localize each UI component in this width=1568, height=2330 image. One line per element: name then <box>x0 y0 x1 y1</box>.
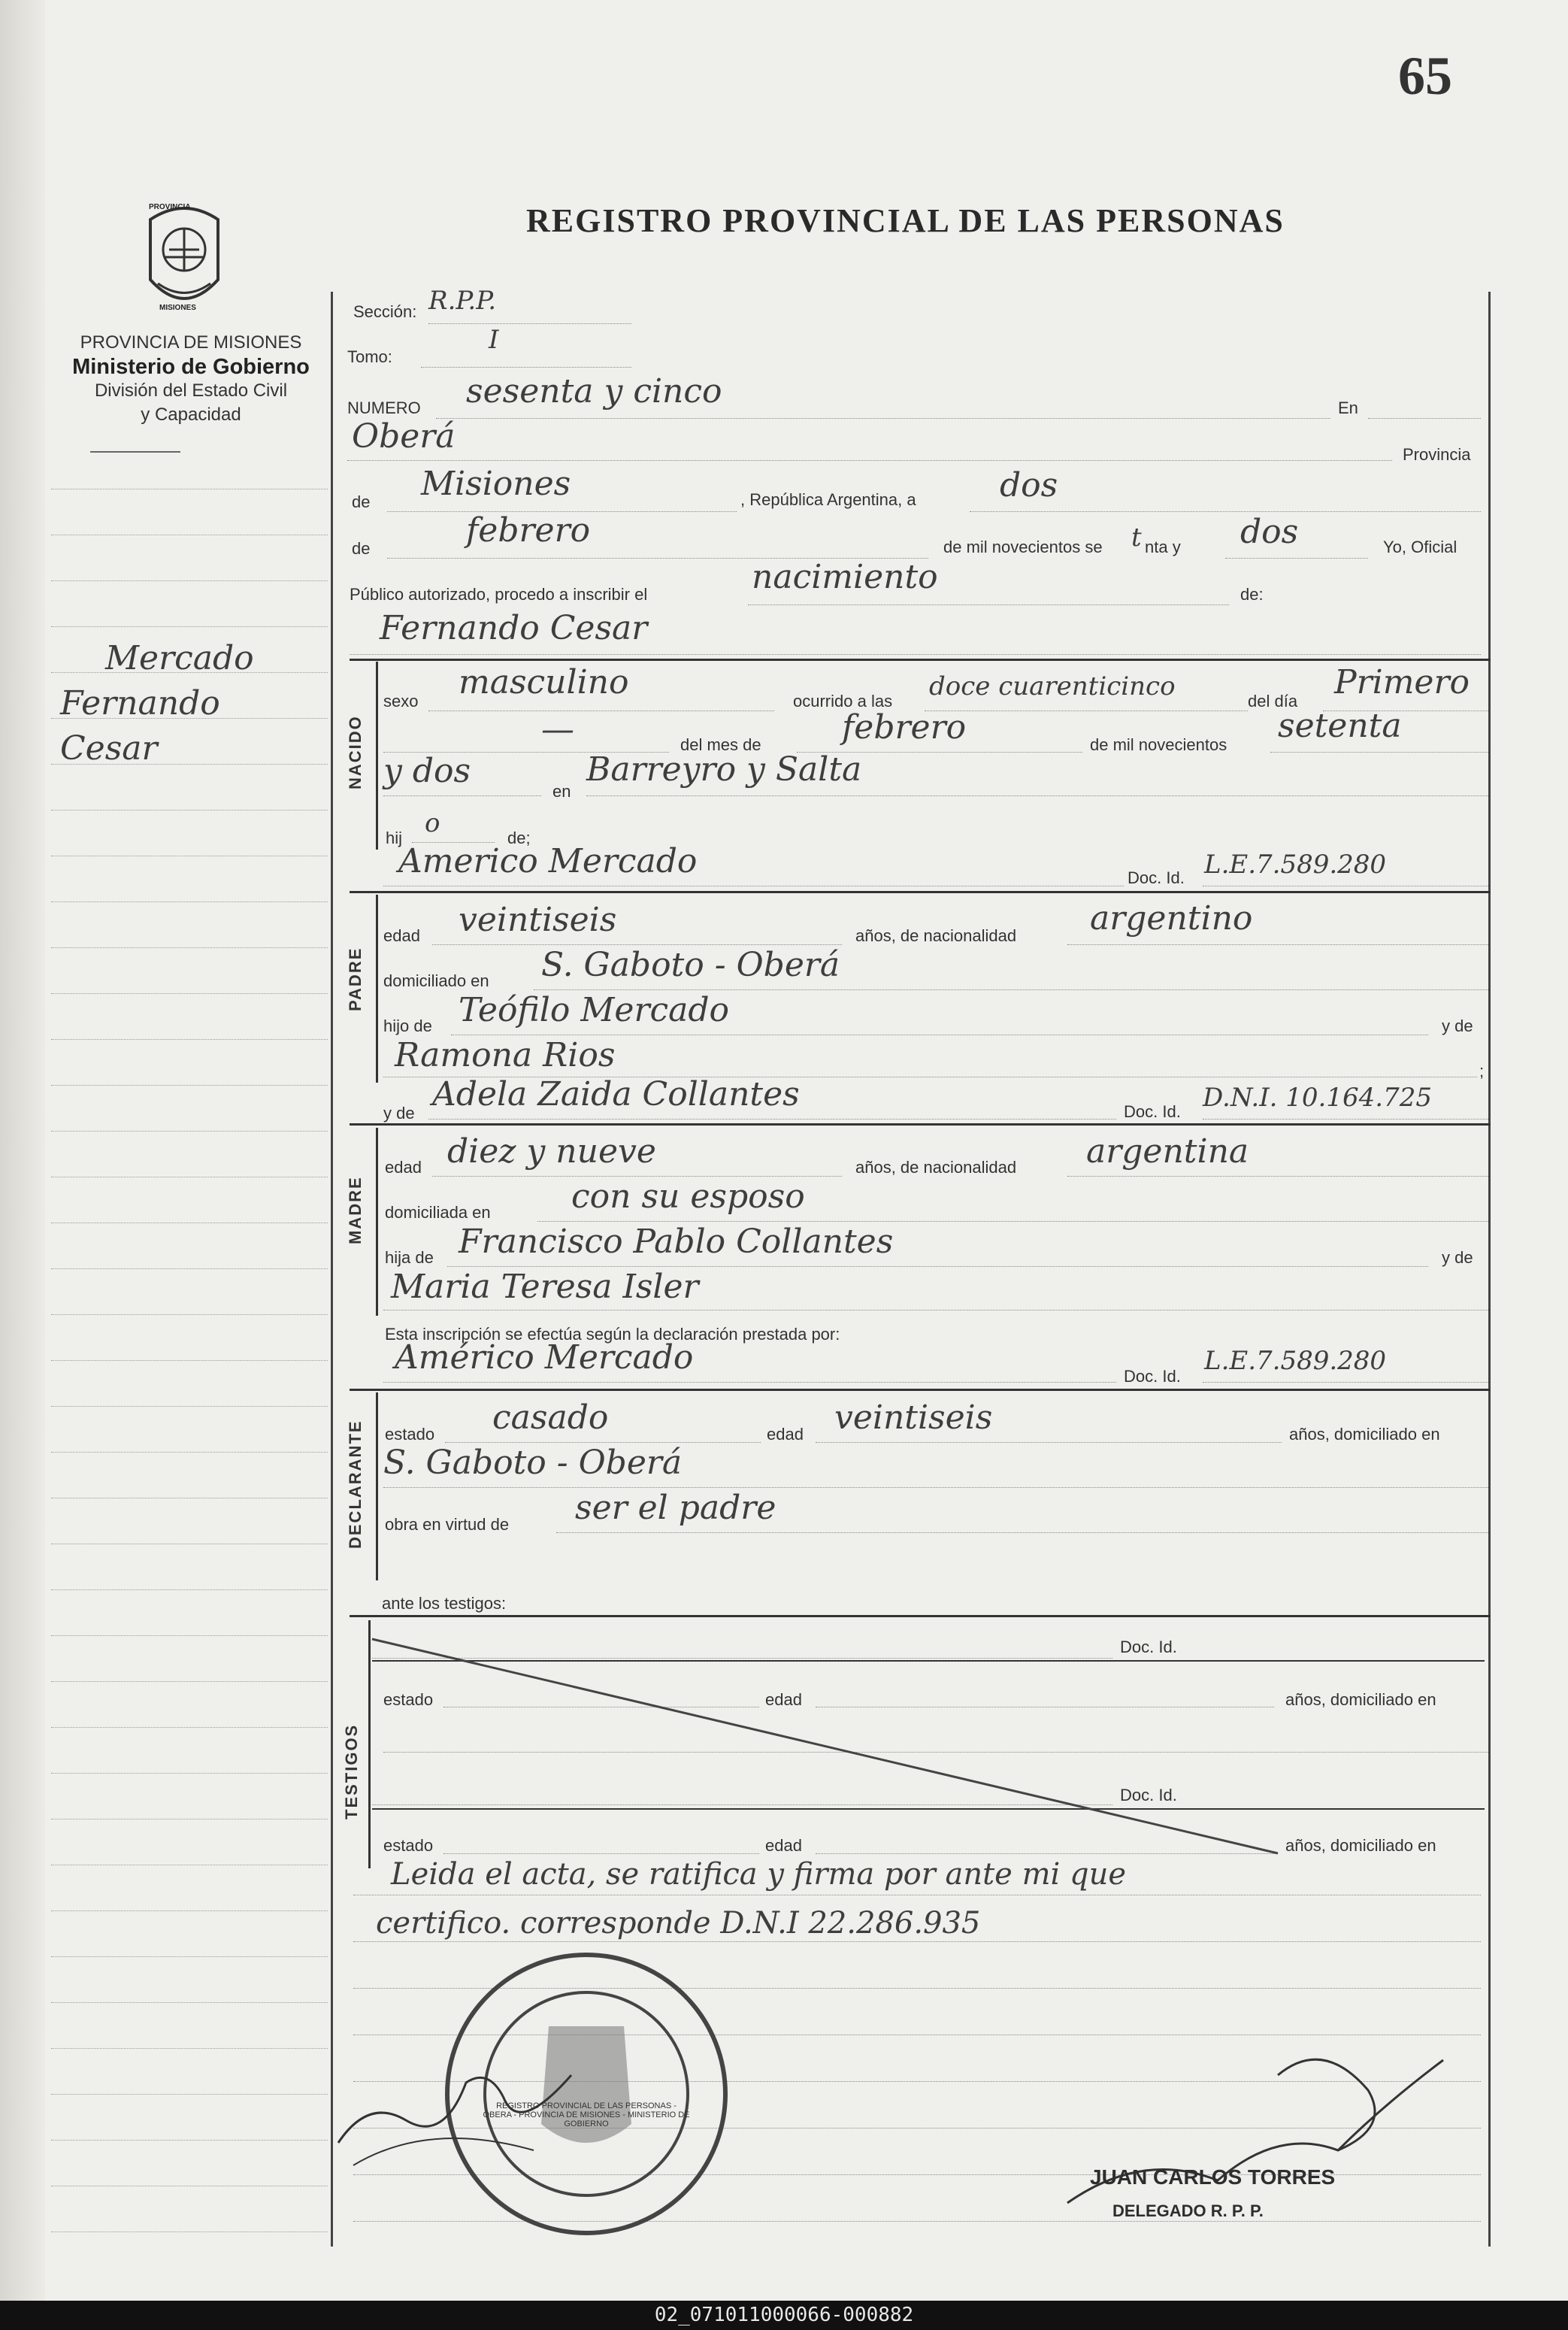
lugar-nac-value: Barreyro y Salta <box>586 750 862 789</box>
decl-dom-value: S. Gaboto - Oberá <box>383 1444 683 1482</box>
margin-rule <box>51 1910 328 1911</box>
section-label-declarante: DECLARANTE <box>346 1420 365 1549</box>
padre-y-de-label: y de <box>1442 1017 1473 1035</box>
dia-line <box>970 511 1481 512</box>
anio-nac-value-2: y dos <box>383 752 471 790</box>
yo-oficial-label: Yo, Oficial <box>1383 538 1458 556</box>
obra-label: obra en virtud de <box>385 1515 510 1534</box>
lugar-nac-line <box>586 795 1488 796</box>
de-semi-label: de; <box>507 829 531 847</box>
madre-hija-de2-value: Maria Teresa Isler <box>391 1268 699 1306</box>
padre-dom-line <box>534 989 1488 990</box>
madre-hija-de-value: Francisco Pablo Collantes <box>459 1223 894 1261</box>
decl-nombre-value: Américo Mercado <box>395 1338 694 1377</box>
madre-hija-de-line <box>447 1266 1428 1267</box>
ciudad-line <box>347 460 1392 461</box>
en-line <box>1368 418 1481 419</box>
decl-nombre-line <box>383 1382 1116 1383</box>
closing-line-2: certifico. corresponde D.N.I 22.286.935 <box>376 1906 981 1941</box>
madre-nombre-line <box>428 1119 1116 1120</box>
binding-edge <box>0 0 45 2301</box>
year-units-value: dos <box>1240 513 1299 551</box>
margin-rule <box>51 1360 328 1361</box>
sexo-label: sexo <box>383 692 419 711</box>
seal-text: REGISTRO PROVINCIAL DE LAS PERSONAS - OBERA - PROVINCIA DE MISIONES - MINISTERIO DE GOBIERNO <box>483 2101 690 2129</box>
margin-note-name2: Cesar <box>60 729 158 768</box>
numero-line <box>436 418 1330 419</box>
ocurrido-label: ocurrido a las <box>793 692 893 711</box>
nombre-value: Fernando Cesar <box>380 609 648 647</box>
padre-hijo-de2-value: Ramona Rios <box>395 1036 616 1074</box>
madre-edad-value: diez y nueve <box>447 1132 656 1171</box>
provincia-value: Misiones <box>421 465 571 503</box>
en-label-2: en <box>552 782 571 801</box>
doc-id-label-t2: Doc. Id. <box>1120 1786 1177 1804</box>
mes-nac-value: febrero <box>842 708 967 747</box>
padre-hijo-de-value: Teófilo Mercado <box>459 991 730 1029</box>
doc-id-label-decl: Doc. Id. <box>1124 1367 1181 1386</box>
madre-edad-line <box>432 1176 842 1177</box>
padre-hijo-de-label: hijo de <box>383 1017 432 1035</box>
del-dia-label: del día <box>1248 692 1298 711</box>
official-signature <box>1052 2030 1473 2225</box>
stamp-name: JUAN CARLOS TORRES <box>1090 2165 1336 2189</box>
emblem-bottom-text: MISIONES <box>159 304 196 312</box>
margin-rule <box>51 2002 328 2003</box>
section-bar-padre <box>376 895 378 1083</box>
t1-edad-label: edad <box>765 1690 802 1709</box>
obra-value: ser el padre <box>575 1489 776 1527</box>
t2-edad-label: edad <box>765 1836 802 1855</box>
rule-nacido-top <box>350 659 1491 661</box>
doc-id-label-padre: Doc. Id. <box>1128 868 1185 887</box>
doc-id-label-t1: Doc. Id. <box>1120 1638 1177 1656</box>
madre-dom-label: domiciliada en <box>385 1203 491 1222</box>
madre-nombre-value: Adela Zaida Collantes <box>432 1075 800 1113</box>
margin-rule <box>51 580 328 581</box>
esta-inscripcion-label: Esta inscripción se efectúa según la declaración prestada por: <box>385 1325 840 1344</box>
padre-dom-label: domiciliado en <box>383 971 489 990</box>
decl-estado-line <box>445 1442 761 1443</box>
decl-estado-label: estado <box>385 1425 435 1444</box>
closing-rule <box>353 1941 1481 1942</box>
margin-rule <box>51 1039 328 1040</box>
closing-line-1: Leida el acta, se ratifica y firma por ante mi que <box>391 1857 1127 1892</box>
margin-column-rule <box>331 292 333 2247</box>
emblem-top-text: PROVINCIA <box>149 203 191 211</box>
margin-rule <box>51 626 328 627</box>
rule-declarante-top <box>350 1389 1491 1391</box>
publico-label: Público autorizado, procedo a inscribir el <box>350 585 648 604</box>
margin-rule <box>51 1681 328 1682</box>
padre-edad-label: edad <box>383 926 420 945</box>
margin-rule <box>51 1589 328 1590</box>
madre-y-de-label: y de <box>383 1104 415 1123</box>
madre-doc-line <box>1203 1119 1488 1120</box>
issuer-province: PROVINCIA DE MISIONES <box>80 332 302 353</box>
hij-label: hij <box>386 829 403 847</box>
decl-anos-dom-label: años, domiciliado en <box>1289 1425 1440 1444</box>
right-column-rule <box>1488 292 1491 2247</box>
section-label-nacido: NACIDO <box>346 715 365 789</box>
tomo-value: I <box>489 325 499 355</box>
de-colon-label: de: <box>1240 585 1264 604</box>
padre-doc-value: L.E.7.589.280 <box>1204 850 1387 880</box>
margin-note-surname: Mercado <box>105 639 254 677</box>
semicolon-label: ; <box>1479 1062 1485 1080</box>
madre-nac-label: años, de nacionalidad <box>855 1158 1017 1177</box>
margin-rule <box>51 810 328 811</box>
ante-testigos-label: ante los testigos: <box>382 1594 507 1613</box>
hij-suffix: o <box>425 808 440 838</box>
acto-value: nacimiento <box>752 558 938 596</box>
madre-edad-label: edad <box>385 1158 422 1177</box>
margin-rule <box>51 2094 328 2095</box>
padre-dom-value: S. Gaboto - Oberá <box>541 946 840 984</box>
sexo-value: masculino <box>459 663 629 701</box>
anio-nac-value: setenta <box>1278 707 1402 745</box>
t2-anos-dom-label: años, domiciliado en <box>1285 1836 1436 1855</box>
issuer-division-2: y Capacidad <box>141 404 241 425</box>
t1-estado-label: estado <box>383 1690 434 1709</box>
page-number: 65 <box>1398 46 1452 106</box>
obra-line <box>556 1532 1488 1533</box>
section-bar-madre <box>376 1128 378 1316</box>
madre-hija-de-label: hija de <box>385 1248 434 1267</box>
margin-rule <box>51 1452 328 1453</box>
provincial-emblem <box>143 197 226 317</box>
section-label-padre: PADRE <box>346 947 365 1011</box>
padre-edad-value: veintiseis <box>459 901 617 939</box>
numero-value: sesenta y cinco <box>466 372 722 411</box>
rule-testigos-top <box>350 1615 1491 1617</box>
issuer-block <box>51 331 331 427</box>
dia-nac-dash: — <box>541 711 574 749</box>
margin-rule <box>51 1956 328 1957</box>
margin-rule <box>51 1406 328 1407</box>
madre-nac-line <box>1067 1176 1488 1177</box>
section-bar-nacido <box>376 662 378 850</box>
t2-estado-label: estado <box>383 1836 434 1855</box>
numero-label: NUMERO <box>347 398 421 417</box>
madre-dom-line <box>537 1221 1488 1222</box>
padre-nac-value: argentino <box>1090 899 1253 938</box>
nombre-line <box>350 654 1481 655</box>
provincia-label: Provincia <box>1403 445 1471 464</box>
tomo-label: Tomo: <box>347 347 392 366</box>
margin-rule <box>51 1727 328 1728</box>
margin-rule <box>51 901 328 902</box>
de-label-1: de <box>352 492 371 511</box>
doc-id-label-madre: Doc. Id. <box>1124 1102 1181 1121</box>
decl-edad-label: edad <box>767 1425 804 1444</box>
de-label-2: de <box>352 539 371 558</box>
issuer-division: División del Estado Civil <box>94 380 288 401</box>
decl-doc-line <box>1203 1382 1488 1383</box>
anio-nac-line <box>1270 752 1488 753</box>
dia-value: dos <box>1000 466 1058 504</box>
year-units-line <box>1225 558 1368 559</box>
acto-line <box>748 604 1229 605</box>
margin-rule <box>51 1268 328 1269</box>
rule-madre-top <box>350 1123 1491 1126</box>
margin-rule <box>51 1131 328 1132</box>
tomo-line <box>421 367 631 368</box>
en-label: En <box>1338 398 1358 417</box>
decl-dom-line <box>383 1487 1488 1488</box>
del-mes-label: del mes de <box>680 735 761 754</box>
padre-edad-line <box>432 944 842 945</box>
section-bar-declarante <box>376 1392 378 1580</box>
margin-rule <box>51 1635 328 1636</box>
t1-anos-dom-label: años, domiciliado en <box>1285 1690 1436 1709</box>
madre-dom-value: con su esposo <box>571 1177 805 1216</box>
padre-nac-line <box>1067 944 1488 945</box>
stamp-title: DELEGADO R. P. P. <box>1112 2201 1264 2220</box>
year-label-tail: nta y <box>1145 538 1181 556</box>
de-mil-novecientos-label: de mil novecientos se <box>943 538 1103 556</box>
republica-label: , República Argentina, a <box>740 490 916 509</box>
margin-rule <box>51 993 328 994</box>
margin-rule <box>51 2048 328 2049</box>
archive-id: 02_071011000066-000882 <box>0 2301 1568 2330</box>
margin-rule <box>51 1773 328 1774</box>
de-mil-novecientos-label-2: de mil novecientos <box>1090 735 1227 754</box>
seccion-line <box>428 323 631 324</box>
year-marker: t <box>1131 523 1142 553</box>
hora-value: doce cuarenticinco <box>929 671 1176 701</box>
madre-nac-value: argentina <box>1086 1132 1249 1171</box>
mes-value: febrero <box>466 511 591 550</box>
page-title: REGISTRO PROVINCIAL DE LAS PERSONAS <box>526 202 1285 239</box>
anio-nac-cont-line <box>383 795 541 796</box>
registrar-signature <box>323 2030 594 2180</box>
dia-nac-value: Primero <box>1334 663 1470 701</box>
decl-doc-value: L.E.7.589.280 <box>1204 1346 1387 1376</box>
margin-rule <box>51 1085 328 1086</box>
decl-edad-value: veintiseis <box>834 1398 993 1437</box>
padre-nac-label: años, de nacionalidad <box>855 926 1017 945</box>
issuer-ministry: Ministerio de Gobierno <box>72 355 310 379</box>
margin-rule <box>51 1314 328 1315</box>
ciudad-value: Oberá <box>352 417 456 456</box>
decl-estado-value: casado <box>492 1398 609 1437</box>
padre-nombre-value: Americo Mercado <box>398 842 698 880</box>
sidebar-divider <box>90 451 180 453</box>
madre-y-de-label-2: y de <box>1442 1248 1473 1267</box>
testigos-cancel-stroke <box>368 1635 1285 1861</box>
section-label-madre: MADRE <box>346 1176 365 1244</box>
margin-note-name1: Fernando <box>60 684 220 723</box>
section-label-testigos: TESTIGOS <box>342 1723 361 1819</box>
margin-rule <box>51 947 328 948</box>
madre-doc-value: D.N.I. 10.164.725 <box>1203 1083 1432 1113</box>
decl-edad-line <box>816 1442 1282 1443</box>
seccion-value: R.P.P. <box>428 286 496 316</box>
margin-rule <box>51 2140 328 2141</box>
seccion-label: Sección: <box>353 302 417 321</box>
rule-padre-top <box>350 891 1491 893</box>
